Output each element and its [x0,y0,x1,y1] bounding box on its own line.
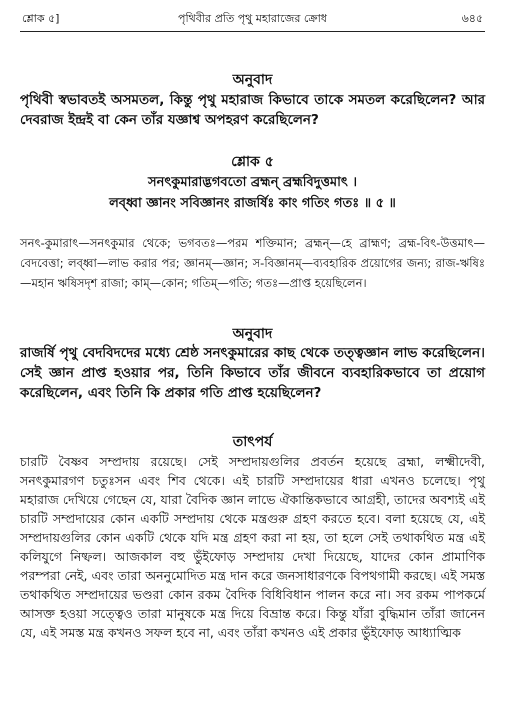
verse-line-2: লব্ধ্বা জ্ঞানং সবিজ্ঞানং রাজর্ষিঃ কাং গতিং গতঃ ॥ ৫ ॥ [109,196,396,211]
translation-heading-1: অনুবাদ [232,72,273,88]
translation-heading-2: অনুবাদ [232,326,273,342]
synonyms: সনৎ-কুমারাৎ—সনৎকুমার থেকে; ভগবতঃ—পরম শক্তিমান; ব্রহ্মন্—হে ব্রাহ্মণ; ব্রহ্ম-বিৎ-উত্তমাৎ—বেদবেত্তা; লব্ধ্বা—লাভ করার পর; জ্ঞানম্—জ্ঞান; স-বিজ্ঞানম্—ব্যবহারিক প্রয়োগের জন্য; রাজ-ঋষিঃ—মহান ঋষিসদৃশ রাজা; কাম্—কোন; গতিম্—গতি; গতঃ—প্রাপ্ত হয়েছিলেন। [20,236,485,290]
chapter-title-header: পৃথিবীর প্রতি পৃথু মহারাজের ক্রোধ [178,12,327,25]
verse-heading: শ্লোক ৫ [231,154,274,170]
page-header [22,10,483,28]
verse-line-1: সনৎকুমারাদ্ভগবতো ব্রহ্মন্ ব্রহ্মবিদুত্তমাৎ । [147,175,357,190]
purport-heading: তাৎপর্য [232,434,273,450]
header-divider [20,31,485,32]
verse-ref-header: শ্লোক ৫] [22,12,60,25]
translation-text-1: পৃথিবী স্বভাবতই অসমতল, কিন্তু পৃথু মহারাজ কিভাবে তাকে সমতল করেছিলেন? আর দেবরাজ ইন্দ্রই বা কেন তাঁর যজ্ঞাশ্ব অপহরণ করেছিলেন? [20,92,485,128]
page-number: ৬৪৫ [461,12,483,25]
purport-text: চারটি বৈষ্ণব সম্প্রদায় রয়েছে। সেই সম্প্রদায়গুলির প্রবর্তন হয়েছে ব্রহ্মা, লক্ষ্মীদেবী, সনৎকুমারগণ চতুঃসন এবং শিব থেকে। এই চারটি সম্প্রদায়ের ধারা এখনও চলেছে। পৃথু মহারাজ দেখিয়ে গেছেন যে, যারা বৈদিক জ্ঞান লাভে ঐকান্তিকভাবে আগ্রহী, তাদের অবশ্যই এই চারটি সম্প্রদায়ের কোন একটি সম্প্রদায় থেকে মন্ত্রগুরু গ্রহণ করতে হবে। বলা হয়েছে যে, এই সম্প্রদায়গুলির কোন একটি থেকে যদি মন্ত্র গ্রহণ করা না হয়, তা হলে সেই তথাকথিত মন্ত্র এই কলিযুগে নিষ্ফল। আজকাল বহু ভুঁইফোড় সম্প্রদায় দেখা দিয়েছে, যাদের কোন প্রামাণিক পরম্পরা নেই, এবং তারা অননুমোদিত মন্ত্র দান করে জনসাধারণকে বিপথগামী করছে। এই সমস্ত তথাকথিত সম্প্রদায়ের ভণ্ডরা কোন রকম বৈদিক বিধিবিধান পালন করে না। সব রকম পাপকর্মে আসক্ত হওয়া সত্ত্বেও তারা মানুষকে মন্ত্র দিয়ে বিভ্রান্ত করে। কিন্তু যাঁরা বুদ্ধিমান তাঁরা জানেন যে, এই সমস্ত মন্ত্র কখনও সফল হবে না, এবং তাঁরা কখনও এই প্রকার ভুঁইফোড় আধ্যাত্মিক [20,454,485,640]
verse-text [0,172,505,214]
translation-text-2: রাজর্ষি পৃথু বেদবিদদের মধ্যে শ্রেষ্ঠ সনৎকুমারের কাছ থেকে তত্ত্বজ্ঞান লাভ করেছিলেন। সেই জ্ঞান প্রাপ্ত হওয়ার পর, তিনি কিভাবে তাঁর জীবনে ব্যবহারিকভাবে তা প্রয়োগ করেছিলেন, এবং তিনি কি প্রকার গতি প্রাপ্ত হয়েছিলেন? [20,345,485,401]
